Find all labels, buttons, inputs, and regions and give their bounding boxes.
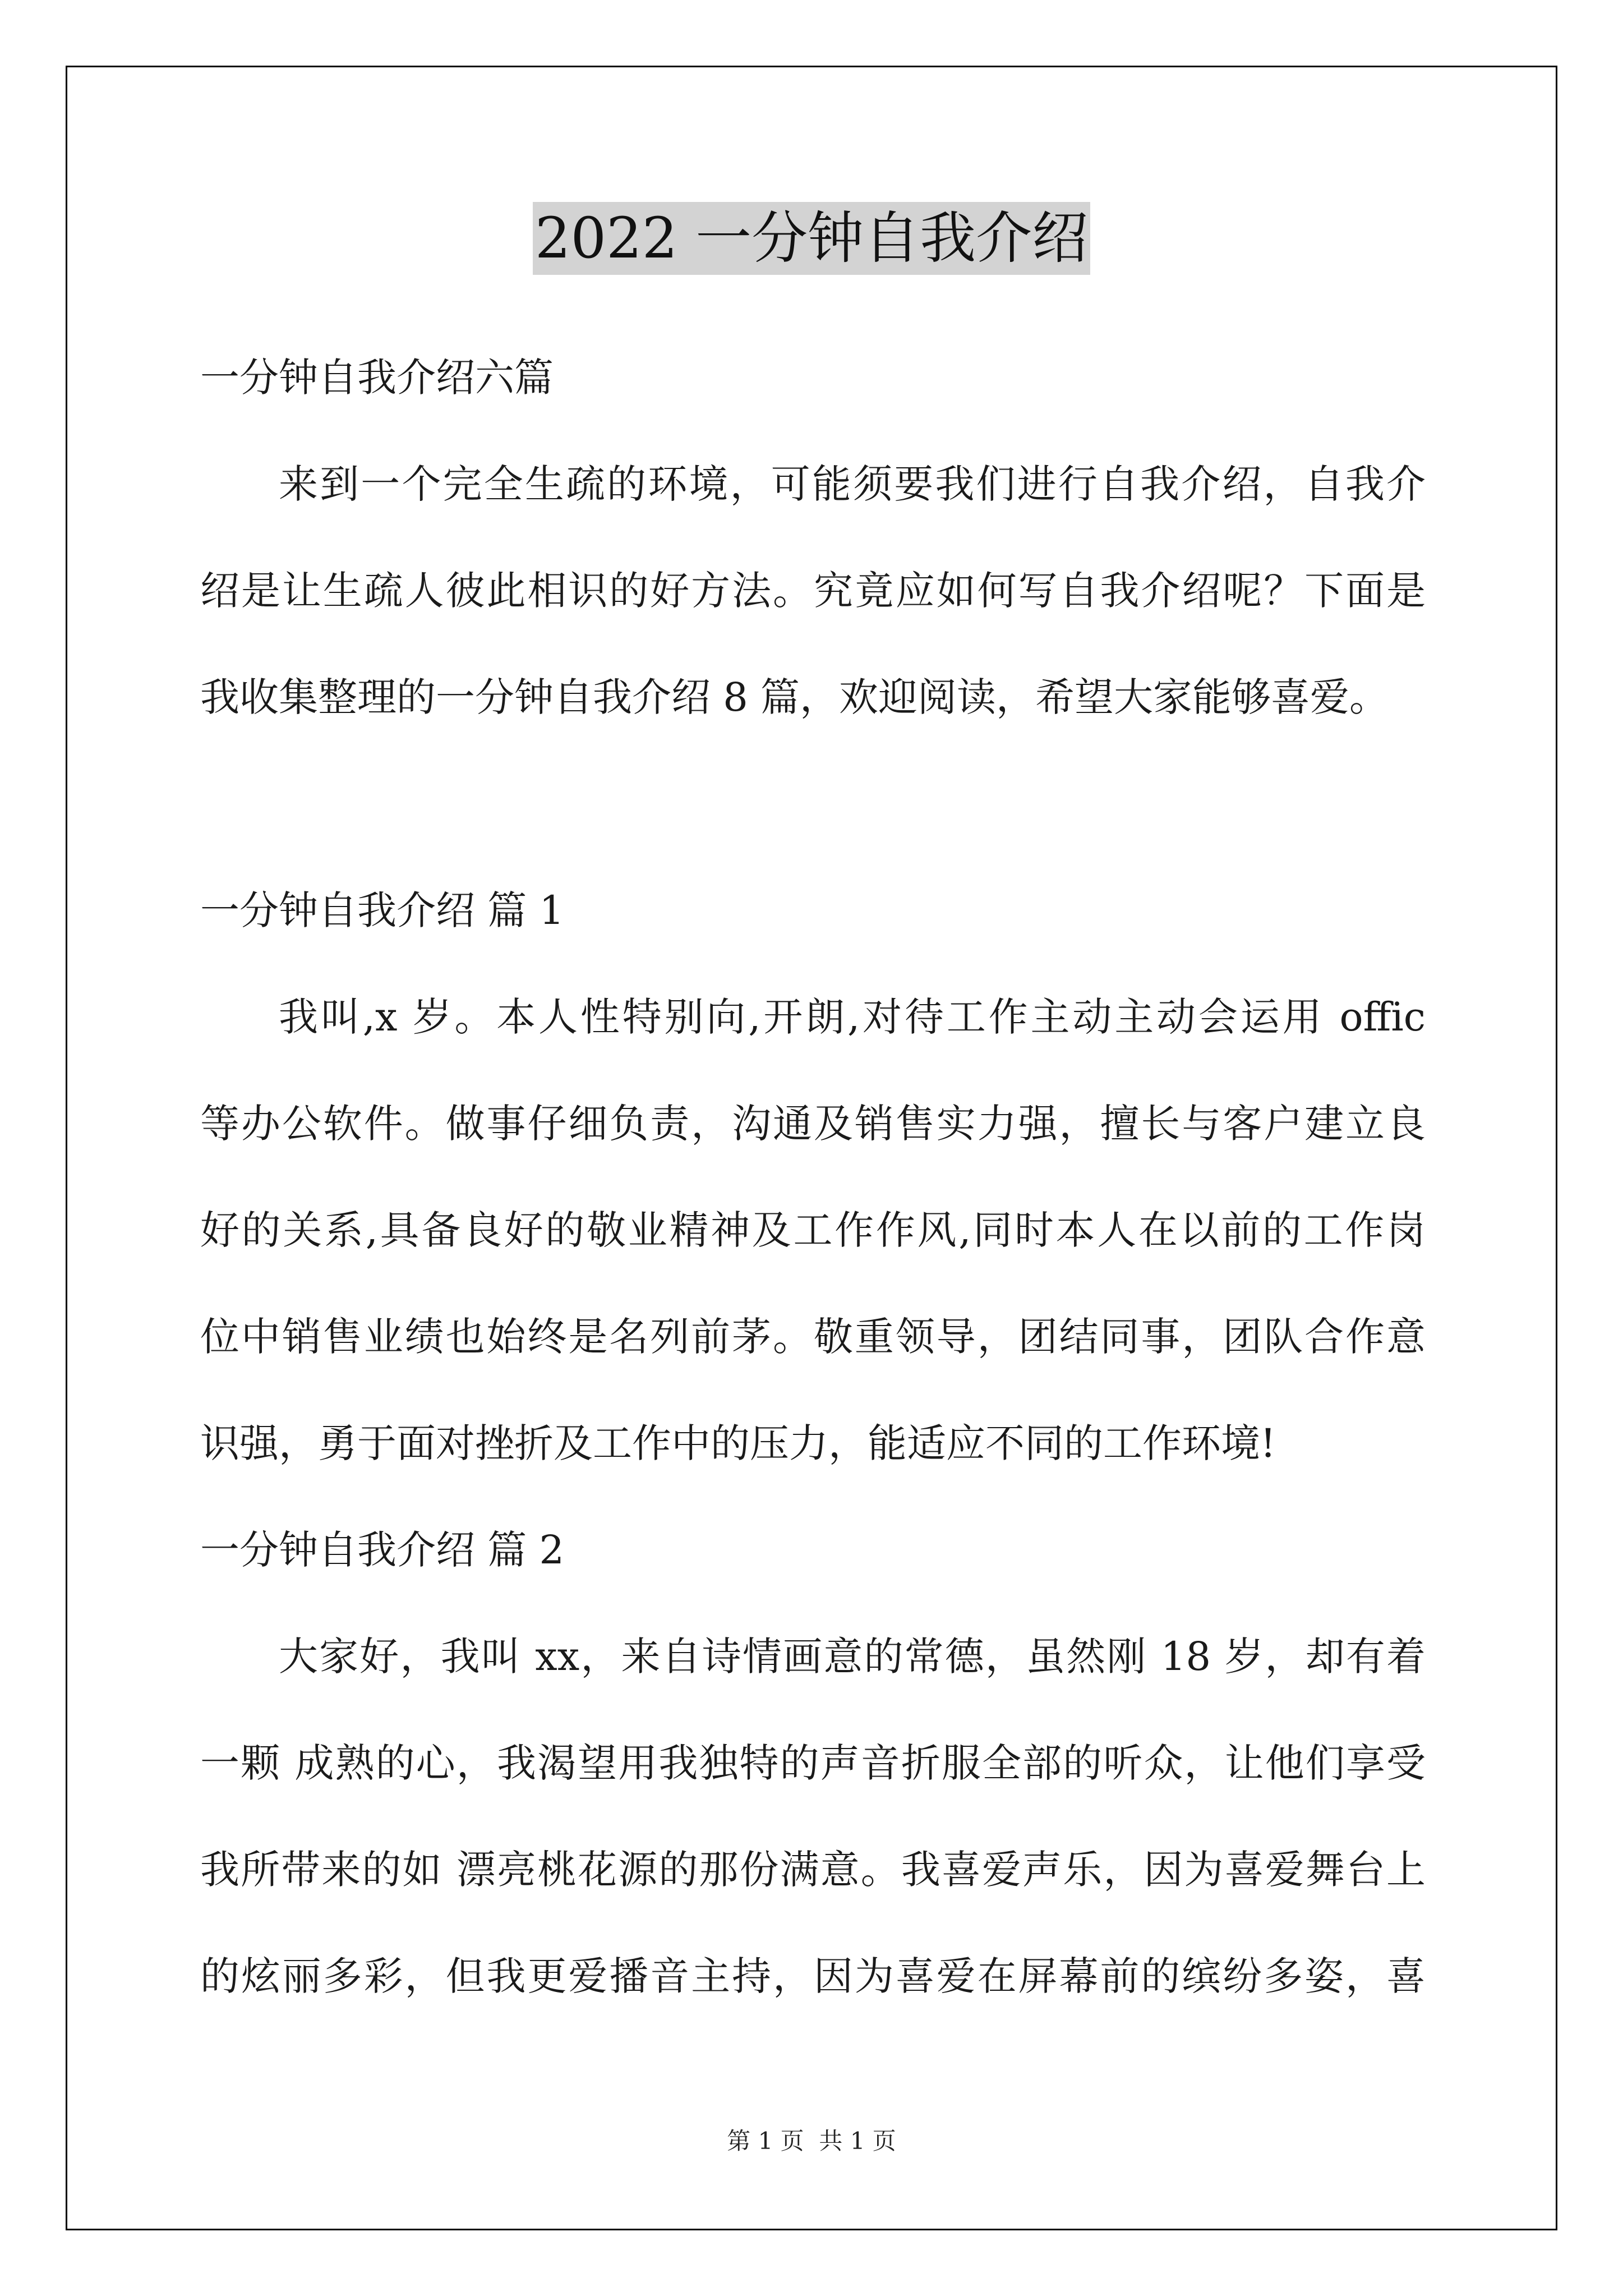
- section-paragraph-line: 大家好，我叫 xx，来自诗情画意的常德，虽然刚 18 岁，却有着: [279, 1634, 1426, 1680]
- section-heading: 一分钟自我介绍 篇 1: [200, 887, 565, 933]
- section-paragraph-line: 等办公软件。做事仔细负责，沟通及销售实力强，擅长与客户建立良: [200, 1101, 1426, 1147]
- blank-line: [200, 751, 1426, 857]
- section-heading: 一分钟自我介绍 篇 2: [200, 1527, 565, 1573]
- document-title: 2022 一分钟自我介绍: [533, 202, 1090, 275]
- intro-paragraph-line: 我收集整理的一分钟自我介绍 8 篇，欢迎阅读，希望大家能够喜爱。: [200, 674, 1389, 720]
- intro-heading: 一分钟自我介绍六篇: [200, 355, 554, 401]
- section-paragraph-line: 识强，勇于面对挫折及工作中的压力，能适应不同的工作环境!: [200, 1420, 1276, 1466]
- section-paragraph-line: 好的关系,具备良好的敬业精神及工作作风,同时本人在以前的工作岗: [200, 1207, 1426, 1253]
- section-paragraph-line: 位中销售业绩也始终是名列前茅。敬重领导，团结同事，团队合作意: [200, 1314, 1426, 1360]
- title-block: [0, 202, 1623, 275]
- document-body: [200, 324, 1426, 2030]
- section-paragraph-line: 我叫,x 岁。本人性特别向,开朗,对待工作主动主动会运用 offic: [279, 994, 1426, 1040]
- intro-paragraph-line: 绍是让生疏人彼此相识的好方法。究竟应如何写自我介绍呢？下面是: [200, 568, 1426, 614]
- page-footer: 第 1 页 共 1 页: [727, 2127, 896, 2155]
- intro-paragraph-line: 来到一个完全生疏的环境，可能须要我们进行自我介绍，自我介: [279, 461, 1426, 507]
- section-paragraph-line: 的炫丽多彩，但我更爱播音主持，因为喜爱在屏幕前的缤纷多姿，喜: [200, 1953, 1426, 1999]
- section-paragraph-line: 我所带来的如 漂亮桃花源的那份满意。我喜爱声乐，因为喜爱舞台上: [200, 1847, 1426, 1893]
- section-paragraph-line: 一颗 成熟的心，我渴望用我独特的声音折服全部的听众，让他们享受: [200, 1740, 1426, 1786]
